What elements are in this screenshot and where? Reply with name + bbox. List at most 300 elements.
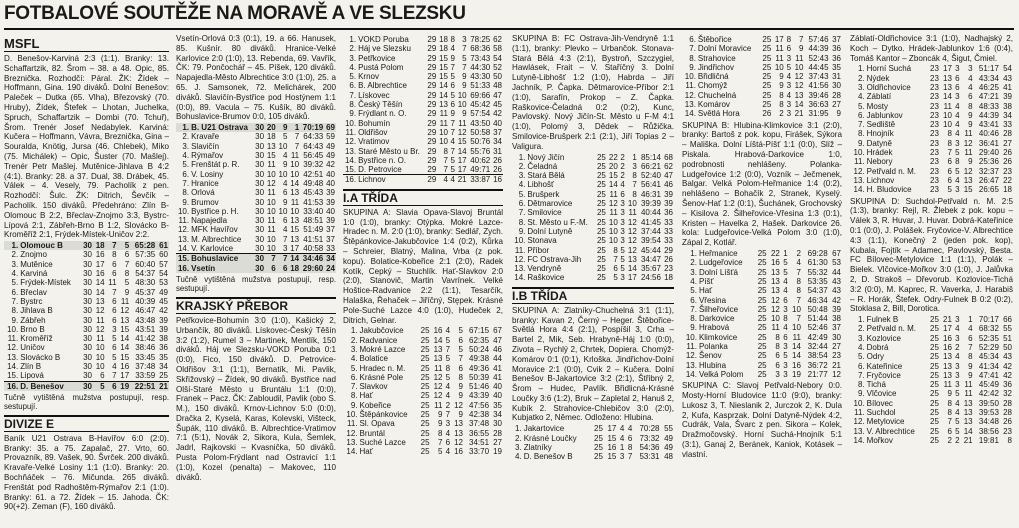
table-cell: 4 [619,424,625,434]
table-cell: 7 [445,344,451,354]
table-cell: 10 [439,137,448,147]
table-cell: 47 [493,90,502,100]
table-row [4,278,169,287]
table-cell: 36:55 [469,428,490,438]
table-cell: 27 [832,342,841,351]
table-row [343,128,503,137]
table-cell: 25 [930,389,939,399]
team-name: M. Albrechtice [191,234,242,244]
team-name: Dolní Moravice [697,44,752,54]
section-heading-krajsky: KRAJSKÝ PŘEBOR [176,297,336,314]
table-cell: 58 [493,44,502,54]
table-cell: 4. [515,452,522,462]
table-row [4,269,169,278]
team-name: Znojmo [20,250,47,260]
table-cell: 30 [80,381,93,391]
team-name: Píšť [698,276,714,286]
table-cell: 29 [427,53,437,63]
table-cell: 36 [832,44,841,54]
table-cell: 6 [458,363,463,373]
table-row [512,190,674,199]
table-cell: 55 [664,424,673,434]
table-cell: 11 [290,151,300,161]
table-cell: 29 [427,62,437,72]
table-cell: 25 [596,236,606,246]
table-cell: 12 [627,226,637,236]
team-name: Dobrá [866,343,889,352]
table-cell: 18 [93,241,106,250]
table-cell: 26 [493,155,502,165]
table-cell: 25 [757,323,767,333]
table-cell: 25 [420,447,430,457]
table-row [850,324,1013,333]
table-cell: 30 [83,343,92,353]
table-cell: 10 [794,62,804,72]
table-cell: 12. [7,343,19,353]
table-cell: 4 [955,120,960,130]
table-cell: 68 [664,152,673,162]
table-cell: 25 [596,208,606,218]
table-cell: 5. [349,72,357,82]
team-name: Kateřinice [866,361,903,371]
team-name: Bystrc [20,296,43,306]
table-cell: 30 [255,216,265,226]
table-cell: 7 [106,241,118,250]
table-cell: 33 [664,236,673,246]
table-cell: 43:51 [135,324,156,334]
match-report-divize-cont: Vsetín-Orlová 0:3 (0:1), 19. a 66. Hanusek, 85. Kušnír. 80 diváků. Hranice-Velké Karlovice 2:0 (1:0), 13. Rebenda, 69. Vavřík, ČK: 79. Pončochář – 45. Píšek, 120 diváků. Napajedla-Město Albrechtice 3:0 (1:0), 25. a 65. J. Samsonek, 72. Melichárek, 200 diváků. Slavičín-Bystřice pod Hostýnem 1:1 (0:0), 89. Vacula – 75. Kušík, 80 diváků. Bohuslavice-Brumov 0:0, 105 diváků. [176,34,336,122]
table-cell: 5 [786,62,792,72]
table-cell: 39:46 [808,90,829,100]
table-row [682,370,842,379]
table-cell: 3 [277,244,289,254]
team-name: Darkovice [698,314,735,324]
table-cell: 11. [854,157,865,167]
table-cell: 6 [947,166,952,176]
table-cell: 30 [255,234,265,244]
table-cell: 25 [596,254,606,264]
table-cell: 25 [594,433,603,443]
table-cell: 39:39 [640,199,661,209]
table-cell: 25 [930,352,939,362]
table-cell: 11 [458,118,467,128]
table-cell: 12. [684,90,696,100]
table-cell: 44:30 [470,62,491,72]
table-row [850,436,1013,445]
table-cell: 15 [608,171,618,181]
table-cell: 30 [83,315,92,325]
table-cell: 10 [266,169,276,179]
team-name: Smilovice [527,208,562,218]
table-cell: 4 [627,424,633,434]
table-cell: 42 [159,306,168,316]
table-row [512,443,674,452]
table-cell: 30 [255,225,265,235]
table-cell: 22 [608,152,618,162]
table-cell: 4. [518,180,526,190]
table-cell: 5 [458,326,463,336]
table-row [850,334,1013,343]
match-report-1b-a: SKUPINA A: Zlatníky-Chuchelná 3:1 (1:1), branky: Kavan 2, Černý – Heger. Štěbořice-Světlá Hora 4:4 (2:1), Pospíšil 3, Crha – Bartel 2, Mik, Seb. Hrabyně-Háj 1:0 (0:0), Zivota – Rychlý 2, Chrtek, Dopiera. Chomýž-Komárov 0:1 (0:1), Krloška. Jindřichov-Dolní Moravice 2:1 (0:0), Cvik 2 – Kučera. Dolní Benešov B-Jakartovice 3:2 (2:1), Štřibný 2, Šrom – Hudec, Pavlík. Břidlicná-Krásné Loučky 3:6 (1:2), Bruk – Zapletal 2, Hanuš 2, Kubík 2. Strahovice-Chlebičov 3:0 (2:0), Kubjatko 2, Němec. Odloženo: Hlubina. [512,305,674,423]
table-cell: 4 [282,178,288,188]
table-cell: 10 [457,90,467,100]
table-cell: 59 [326,132,335,142]
table-cell: 19 [493,447,502,457]
table-cell: 61:30 [807,258,828,268]
table-cell: 25 [757,267,767,277]
table-cell: 29:40 [978,148,999,158]
table-cell: 6 [450,81,455,91]
table-cell: 49:36 [469,363,490,373]
table-cell: 10 [95,343,105,353]
table-cell: 4 [445,447,451,457]
table-cell: 12. [346,428,358,438]
page-title: FOTBALOVÉ SOUTĚŽE NA MORAVĚ A VE SLEZSKU [4,3,466,24]
team-name: Bystřice p. H. [191,206,239,216]
table-cell: 48:51 [303,216,324,226]
table-cell: 25 [930,370,939,380]
team-name: Lichnov [358,175,386,185]
table-cell: 10 [266,197,276,207]
table-cell: 21 [156,381,169,391]
table-cell: 5 [458,344,463,354]
team-name: FC Ostrava-Jih [527,254,582,264]
table-cell: 9 [438,419,443,429]
table-cell: 13 [943,352,952,362]
table-cell: 18 [439,35,448,44]
section-heading-1b: I.B TŘÍDA [512,287,674,304]
table-cell: 34 [493,137,502,147]
table-cell: 30 [255,244,265,254]
table-cell: 49:48 [303,178,324,188]
table-cell: 45 [493,100,502,110]
team-name: Jakubčovice [359,326,404,336]
column-1a-b [512,34,674,526]
table-cell: 10. [684,72,696,82]
team-name: H. Bludovice [866,185,912,195]
table-cell: 3 [786,53,792,63]
table-cell: 14 [608,180,618,190]
table-cell: 9 [450,53,455,63]
table-cell: 23 [930,148,939,158]
table-cell: 4. [857,343,865,352]
table-cell: 6. [182,169,190,179]
team-name: Brušperk [527,189,560,199]
table-cell: 6 [786,44,792,54]
table-cell: 30 [255,141,265,151]
table-cell: 39 [1003,92,1012,102]
table-cell: 69:66 [470,90,491,100]
team-name: Velká Polom [698,369,744,379]
team-name: Komárov [697,100,730,110]
table-cell: 34 [493,409,502,419]
team-name: Zlín B [20,362,42,371]
table-cell: 25 [596,226,606,236]
table-cell: 41:42 [135,334,156,344]
table-row [850,352,1013,361]
table-cell: 23 [930,92,939,102]
table-cell: 6 [445,437,451,447]
table-row [850,343,1013,352]
table-cell: 33 [326,244,335,254]
table-cell: 3 [783,369,788,379]
table-cell: 28 [1003,129,1012,139]
table-cell: 40:39 [135,296,156,306]
table-cell: 8. [518,217,526,227]
team-name: Slovácko B [20,352,61,362]
team-name: Raškovice [527,273,565,283]
table-row [343,119,503,128]
table-cell: 39 [159,324,168,334]
table-cell: 4 [783,276,788,286]
table-cell: 5 [955,417,960,427]
table-row [512,236,674,245]
table-cell: 61 [156,241,169,250]
table-cell: 37 [326,225,335,235]
team-name: Oldřichovice [866,82,911,92]
table-cell: 2. [690,258,697,268]
table-cell: 9. [349,109,357,119]
table-cell: 11 [267,160,276,170]
table-cell: 13 [266,141,276,151]
table-cell: 4 [968,82,973,92]
table-row [343,165,503,175]
table-cell: 10. [7,324,19,334]
table-row [850,83,1013,92]
table-cell: 51:33 [470,81,491,91]
table-cell: 3 [783,360,788,370]
table-cell: 30 [255,169,265,179]
table-cell: 11. [685,81,696,91]
table-cell: 25 [757,351,767,361]
table-cell: 1. [4,241,19,250]
table-cell: 14 [792,351,801,361]
table-cell: 9 [779,72,784,82]
table-cell: 3 [462,35,467,44]
match-report-krajsky: Petřkovice-Bohumín 3:0 (1:0), Kašický 2, Urbančík, 80 diváků. Lískovec-Český Těšín 3:2 (1:2), Rumel 3 – Martinek, Mentlík, 150 diváků. Háj ve Slezsku-VOKD Poruba 0:1 (0:0), Fico, 150 diváků. D. Petrovice-Oldřišov 3:1 (1:1), Bernatík, Mi. Pavlik, Skřižovský – Žídek, 90 diváků. Bystřice nad Olší-Staré Město u Bruntálu 1:1 (0:0), Franek – Pacz. ČK: Zabloudil, Pavlik (obo S. M.), 150 diváků. Krnov-Lichnov 5:0 (0:0), Dračka 2, Kyselá, Karas, Kolevski, Višteck, Šupák, 110 diváků. B. Albrechtice-Vratimov 7:1 (5:1), Novák 2, Sikora, Kula, Šemlek, Jadrl, Rajkovski – Kvasnička, 50 diváků. Pusta Polom-Frýdlant nad Ostravicí 1:1 (1:0), Kozel (penalta) – Makovec, 110 diváků. [176,315,336,482]
team-name: Kozlovice [866,333,901,343]
table-cell: 54:36 [639,442,660,452]
table-cell: 16 [607,442,617,452]
table-cell: 23 [930,129,939,139]
table-cell: 4. [182,151,190,161]
table-cell: 55:76 [470,146,491,156]
table-cell: 14 [290,254,300,264]
table-cell: 57:46 [808,35,829,44]
table-cell: 4 [955,408,960,418]
table-cell: 42:42 [978,389,999,399]
table-cell: 43 [1003,352,1012,362]
team-name: Lískovec [358,90,390,100]
table-cell: 28 [832,90,841,100]
table-cell: 66 [1003,315,1012,325]
table-cell: 25 [930,426,939,436]
table-cell: 30 [255,206,265,216]
table-cell: 7 [124,259,130,269]
table-cell: 14 [433,335,443,345]
table-cell: 52:29 [978,343,999,352]
team-name: Metylovice [866,417,905,427]
table-cell: 65:28 [130,241,156,250]
table-cell: 49 [159,287,168,297]
table-cell: 4 [955,398,960,408]
team-name: Slavkov [359,382,388,392]
table-cell: 6. [350,372,358,382]
table-cell: 21:77 [807,369,828,379]
team-name: Záblatí [866,92,892,102]
section-heading-divize: DIVIZE E [4,415,169,432]
table-cell: 7 [294,132,300,142]
table-cell: 2 [779,109,784,119]
table-cell: 5. [857,352,865,362]
table-cell: 30 [83,250,92,260]
table-cell: 9 [462,72,467,82]
table-cell: 25 [757,332,767,342]
team-name: V. Karlovice [190,244,253,254]
team-name: Hlubina [698,360,727,370]
table-row [343,345,503,354]
table-cell: 39 [326,197,335,207]
table-cell: 30 [255,178,265,188]
table-cell: 25 [420,382,430,392]
table-cell: 25 [757,314,767,324]
table-row [176,225,336,234]
table-cell: 8 [443,146,448,156]
table-cell: 46 [664,180,673,190]
table-cell: 3 [786,100,792,110]
table-cell: 6 [775,360,780,370]
table-cell: 3. [349,53,357,63]
table-cell: 18 [664,273,673,283]
team-name: Vřesina [698,295,727,305]
table-cell: 34:48 [978,417,999,427]
table-cell: 5 [438,447,443,457]
table-cell: 11 [609,189,618,199]
table-cell: 15 [457,137,467,147]
table-cell: 33:45 [135,352,156,362]
table-cell: 5 [450,90,455,100]
table-cell: 25 [757,295,767,305]
table-row [850,380,1013,389]
table-cell: 31 [493,146,502,156]
table-cell: 4 [783,323,788,333]
table-cell: 29 [427,127,437,137]
table-cell: 8 [1007,435,1012,445]
table-cell: 26 [762,109,772,119]
table-row [682,44,842,53]
table-cell: 3 [955,315,960,325]
table-cell: 15 [607,433,617,443]
table-cell: 39 [664,189,673,199]
table-cell: 4 [619,433,625,443]
table-cell: 13 [433,354,443,364]
table-cell: 4. [11,269,19,279]
table-cell: 2. [182,132,190,142]
team-name: Kroměříž [20,334,53,344]
table-row [4,260,169,269]
table-cell: 8 [947,129,952,139]
team-name: Fulnek B [866,315,899,325]
table-cell: 30 [80,241,93,250]
table-cell: 2 [620,152,625,162]
table-cell: 21 [832,360,841,370]
table-cell: 8. [689,53,696,63]
table-cell: 11 [628,208,637,218]
table-cell: 40 [326,206,335,216]
table-row [4,316,169,325]
table-cell: 29 [427,109,437,119]
team-name: Lipová [19,371,80,381]
table-cell: 44:39 [808,44,829,54]
team-name: Stonava [527,236,557,246]
team-name: Štěpánkovice [359,409,408,419]
table-cell: 7 [947,148,952,158]
table-cell: 34:51 [469,437,490,447]
table-row [850,408,1013,417]
table-cell: 4. [857,92,865,102]
table-cell: 46:47 [135,306,156,316]
team-name: Vsetín [190,264,253,273]
table-cell: 1 [783,249,788,259]
table-cell: 12. [514,254,526,264]
standings-table-1b-d [850,315,1013,445]
table-row [512,153,674,162]
table-cell: 43 [1003,73,1012,83]
table-cell: 45:43 [303,188,324,198]
table-cell: 7. [349,90,357,100]
table-cell: 49 [664,433,673,443]
table-cell: 23 [930,73,939,83]
table-cell: 53:35 [807,276,828,286]
team-name: V. Albrechtice [866,426,915,436]
table-cell: 15 [120,352,130,362]
table-cell: 5 [450,72,455,82]
table-row [682,63,842,72]
table-row [512,199,674,208]
table-row [176,198,336,207]
table-cell: 48 [664,452,673,462]
table-cell: 37 [326,234,335,244]
table-cell: 28 [493,428,502,438]
table-cell: 25 [762,90,772,100]
table-cell: 22 [770,249,780,259]
match-report-1a-a: SKUPINA A: Slavia Opava-Slavoj Bruntál 1:0 (1:0), branky: Otýpka. Mokré Lazce-Hradec n. M. 2:0 (1:0), branky: Sedlář, Zych. Štěpánkovice-Jakubčovice 1:4 (0:2), Kůrka – Schreier, Blatný, Malina, Vrba (z pok. kopu). Bolatice-Kobeřice 2:1 (2:0), Radek Kotík, Cepký – Stuchlík. Hať-Slavkov 2:0 (2:0), Stanovič, Martin Vavrínek. Velké Hoštice-Radvanice 2:2 (1:1), Tesarčík, Halaška, Řehaček – Jiříčný, Stępek. Krásné Pole-Suché Lazce 4:0 (1:0), Hudeček 2, Ditrich, Gelnar. [343,207,503,325]
team-name: Sl. Opava [359,419,395,429]
table-cell: 2. [350,335,358,345]
table-cell: 9. [690,323,697,333]
table-cell: 12 [627,245,637,255]
table-cell: 21 [794,109,804,119]
table-cell: 5. [690,286,697,296]
table-cell: 10 [627,199,637,209]
table-cell: 3. [515,442,522,452]
table-cell: 11 [943,101,952,111]
table-cell: 12 [794,72,804,82]
table-cell: 54 [493,53,502,63]
table-cell: 23 [930,82,939,92]
table-cell: 14 [120,334,130,344]
table-cell: 8 [458,372,463,382]
table-cell: 30 [255,132,265,142]
team-name: Jihlava B [20,306,53,316]
table-cell: 12 [454,437,463,447]
table-cell: 43:50 [470,118,491,128]
table-cell: 2 [445,400,451,410]
table-cell: 2 [620,161,625,171]
table-cell: 12 [454,400,463,410]
team-name: Mořkov [866,435,893,445]
table-cell: 34:47 [640,254,661,264]
